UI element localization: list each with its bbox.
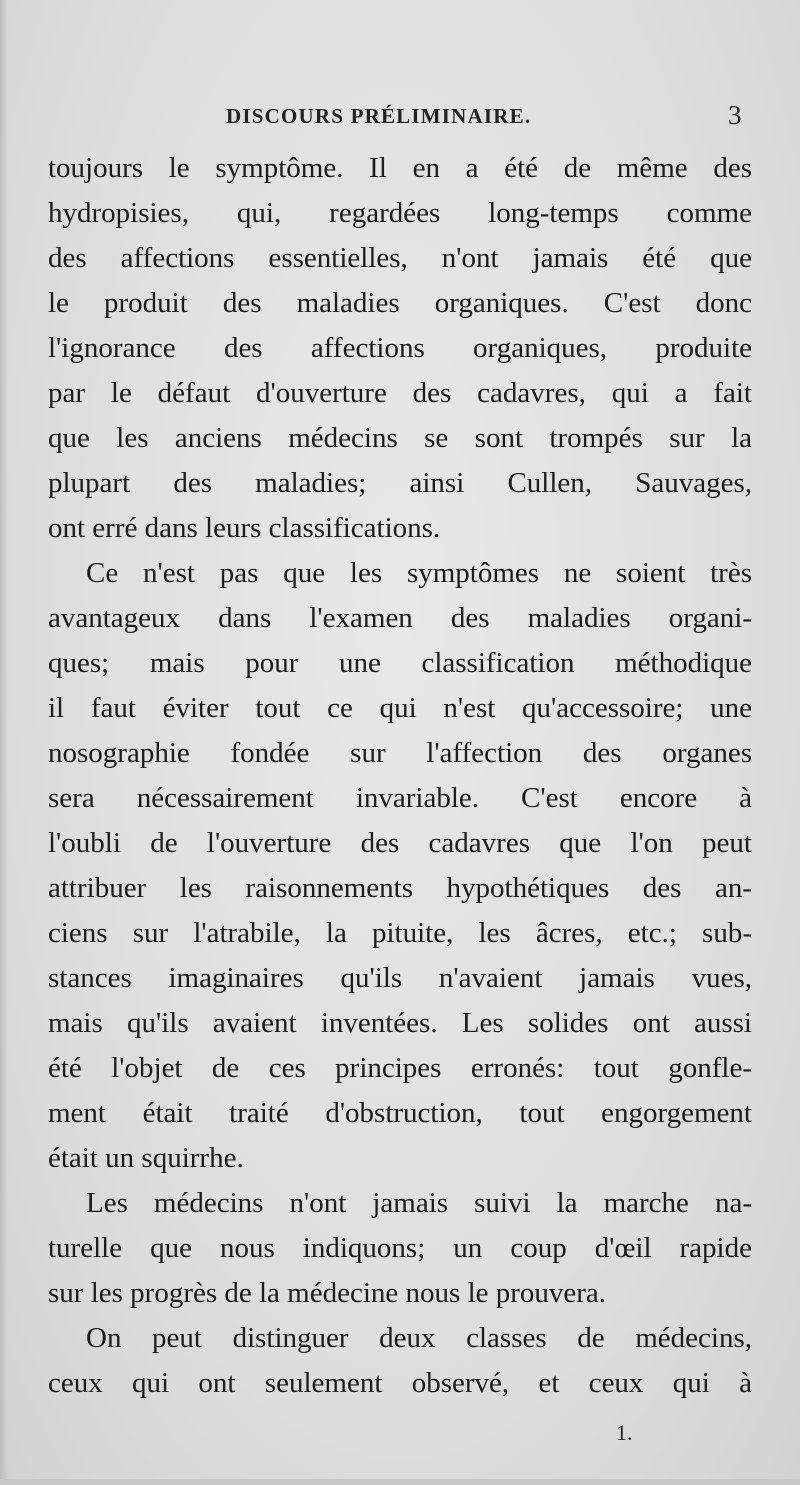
body-text — [48, 146, 752, 1406]
text-line: mais qu'ils avaient inventées. Les solides ont aussi — [48, 1007, 752, 1039]
text-line: ment était traité d'obstruction, tout engorgement — [48, 1097, 752, 1129]
text-line: stances imaginaires qu'ils n'avaient jamais vues, — [48, 962, 752, 994]
page-number: 3 — [728, 100, 742, 130]
text-line: ceux qui ont seulement observé, et ceux qui à — [48, 1367, 752, 1399]
text-line: sur les progrès de la médecine nous le prouvera. — [48, 1277, 607, 1309]
text-line: avantageux dans l'examen des maladies organi- — [48, 602, 752, 634]
text-line: par le défaut d'ouverture des cadavres, qui a fait — [48, 377, 752, 409]
text-line: que les anciens médecins se sont trompés sur la — [48, 422, 752, 454]
text-line: était un squirrhe. — [48, 1142, 244, 1174]
text-line: des affections essentielles, n'ont jamais été que — [48, 242, 752, 274]
running-title: DISCOURS PRÉLIMINAIRE. — [226, 104, 532, 128]
page-bottom-edge — [0, 1479, 800, 1485]
text-line: nosographie fondée sur l'affection des organes — [48, 737, 752, 769]
signature-mark: 1. — [616, 1420, 633, 1445]
text-line: On peut distinguer deux classes de médecins, — [86, 1322, 752, 1354]
text-line: ques; mais pour une classification méthodique — [48, 647, 752, 679]
text-line: attribuer les raisonnements hypothétiques des an- — [48, 872, 752, 904]
text-line: été l'objet de ces principes erronés: tout gonfle- — [48, 1052, 752, 1084]
text-line: ont erré dans leurs classifications. — [48, 512, 441, 544]
text-line: l'ignorance des affections organiques, produite — [48, 332, 752, 364]
text-line: turelle que nous indiquons; un coup d'œil rapide — [48, 1232, 752, 1264]
text-line: Ce n'est pas que les symptômes ne soient très — [86, 557, 752, 589]
text-line: il faut éviter tout ce qui n'est qu'accessoire; une — [48, 692, 752, 724]
text-line: plupart des maladies; ainsi Cullen, Sauvages, — [48, 467, 752, 499]
text-line: le produit des maladies organiques. C'est donc — [48, 287, 752, 319]
text-line: l'oubli de l'ouverture des cadavres que l'on peut — [48, 827, 752, 859]
text-line: Les médecins n'ont jamais suivi la marche na- — [86, 1187, 752, 1219]
text-line: sera nécessairement invariable. C'est encore à — [48, 782, 752, 814]
text-line: hydropisies, qui, regardées long-temps comme — [48, 197, 752, 229]
text-line: ciens sur l'atrabile, la pituite, les âcres, etc.; sub- — [48, 917, 752, 949]
page-edge-shadow — [0, 0, 8, 1485]
text-line: toujours le symptôme. Il en a été de même des — [48, 152, 752, 184]
